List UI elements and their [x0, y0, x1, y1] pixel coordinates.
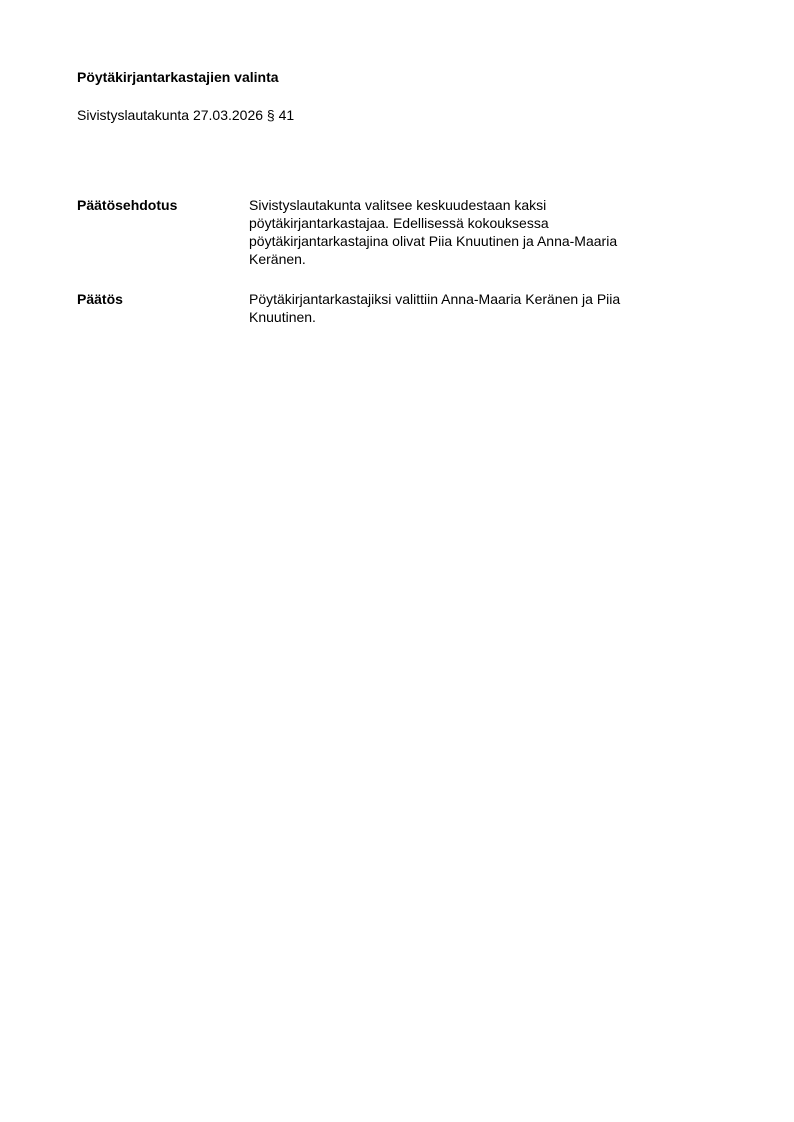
decision-line: Knuutinen.: [249, 309, 316, 325]
proposal-text: [249, 196, 677, 268]
decision-line: Pöytäkirjantarkastajiksi valittiin Anna-Maaria Keränen ja Piia: [249, 291, 621, 307]
proposal-line: Sivistyslautakunta valitsee keskuudestaan kaksi: [249, 197, 547, 213]
proposal-line: Keränen.: [249, 251, 306, 267]
proposal-label: Päätösehdotus: [77, 197, 178, 213]
decision-text: [249, 290, 677, 326]
meeting-reference: Sivistyslautakunta 27.03.2026 § 41: [77, 107, 295, 123]
document-title: Pöytäkirjantarkastajien valinta: [77, 69, 279, 85]
proposal-line: pöytäkirjantarkastajaa. Edellisessä kokouksessa: [249, 215, 549, 231]
proposal-line: pöytäkirjantarkastajina olivat Piia Knuutinen ja Anna-Maaria: [249, 233, 618, 249]
decision-label: Päätös: [77, 291, 123, 307]
